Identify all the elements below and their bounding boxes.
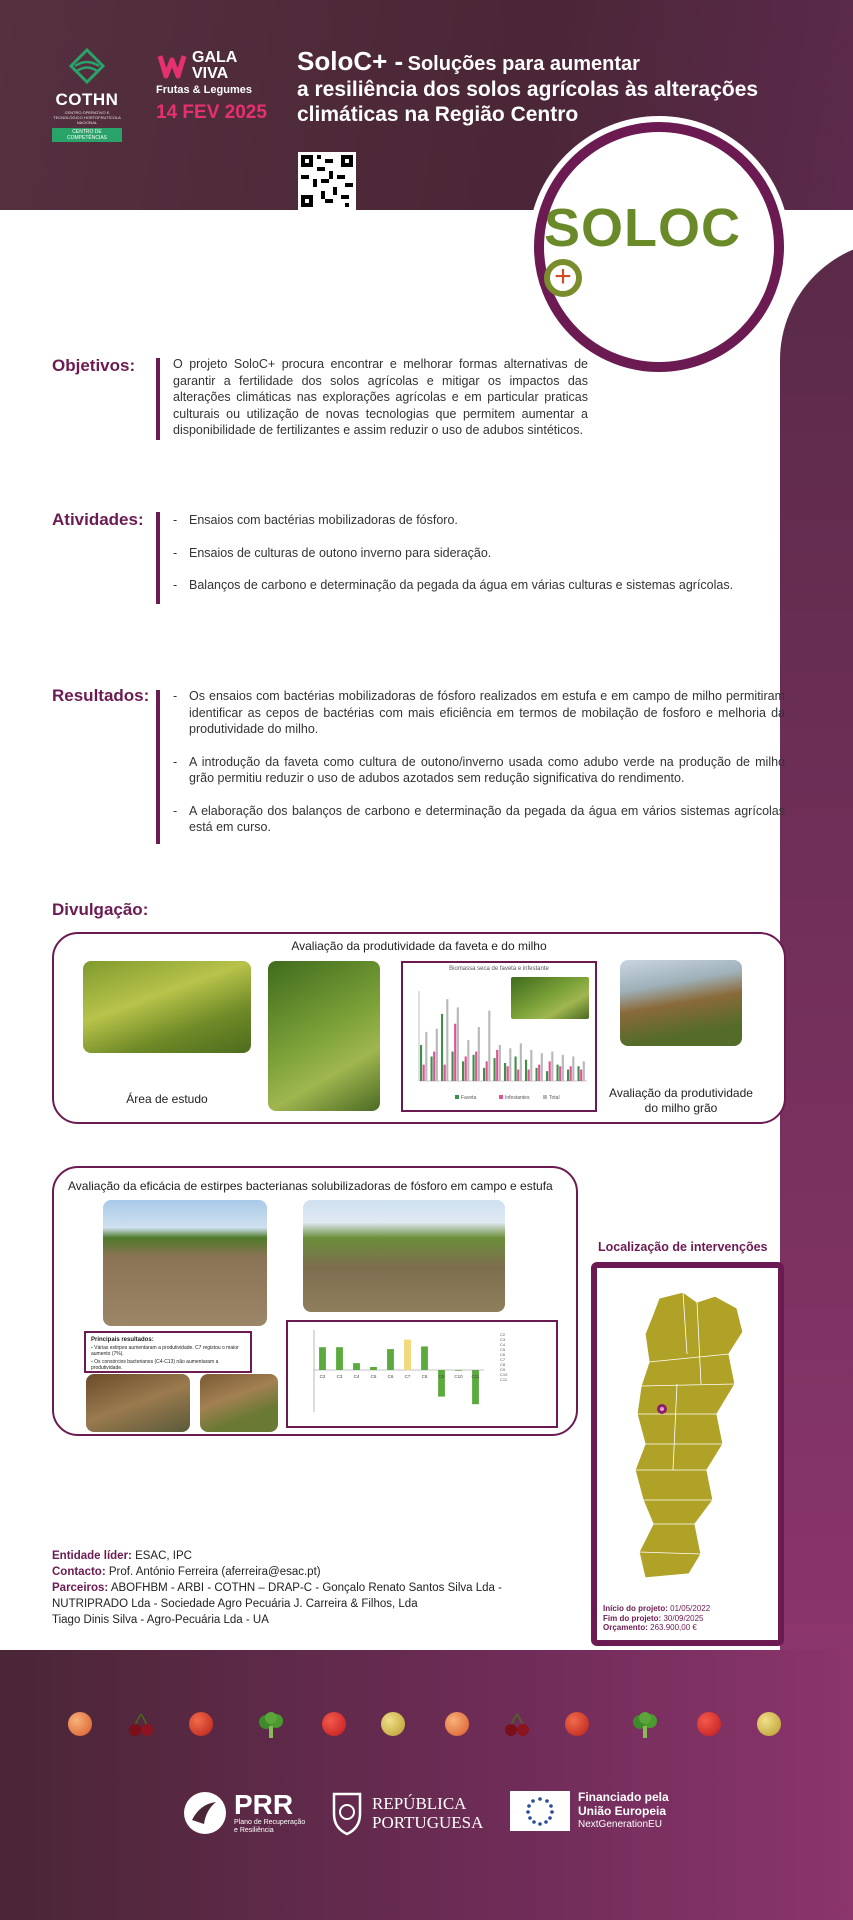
bar bbox=[559, 1066, 561, 1081]
legend-label: Faveta bbox=[461, 1095, 477, 1101]
bar bbox=[509, 1048, 511, 1081]
title-line3: climáticas na Região Centro bbox=[297, 103, 579, 126]
estirpes-plot bbox=[288, 1322, 556, 1426]
pear-icon bbox=[757, 1712, 781, 1736]
bar bbox=[475, 1052, 477, 1081]
cothn-name: COTHN bbox=[55, 90, 119, 109]
map-panel bbox=[591, 1262, 784, 1646]
estirpes-chart bbox=[286, 1320, 558, 1428]
bar bbox=[478, 1027, 480, 1081]
panel-title: Avaliação da eficácia de estirpes bacterianas solubilizadoras de fósforo em campo e estufa bbox=[68, 1179, 553, 1193]
panel-produtividade bbox=[52, 932, 786, 1124]
team-photo bbox=[303, 1200, 505, 1312]
legend-swatch bbox=[543, 1095, 547, 1099]
title-line2: a resiliência dos solos agrícolas às alterações bbox=[297, 78, 759, 101]
bar bbox=[444, 1065, 446, 1081]
gala-line1: GALA bbox=[192, 49, 238, 66]
legend-label: C10 bbox=[500, 1372, 508, 1377]
poster-title bbox=[297, 46, 817, 127]
bar bbox=[452, 1052, 454, 1081]
results-box bbox=[84, 1331, 252, 1373]
legend-label: C2 bbox=[500, 1332, 506, 1337]
title-main: SoloC+ - bbox=[297, 46, 404, 76]
event-date: 14 FEV 2025 bbox=[156, 102, 267, 123]
bar bbox=[336, 1347, 343, 1370]
bar bbox=[530, 1050, 532, 1081]
fim-label: Fim do projeto: bbox=[603, 1613, 662, 1623]
entidade-label: Entidade líder: bbox=[52, 1550, 132, 1562]
bar bbox=[436, 1029, 438, 1081]
resultados-list bbox=[173, 688, 785, 836]
legend-swatch bbox=[455, 1095, 459, 1099]
tick-label: C10 bbox=[454, 1374, 463, 1379]
bar bbox=[567, 1070, 569, 1081]
bar bbox=[499, 1045, 501, 1081]
bar bbox=[549, 1061, 551, 1081]
bar bbox=[515, 1056, 517, 1081]
tick-label: C9 bbox=[438, 1374, 445, 1379]
bar bbox=[319, 1347, 326, 1370]
republica-line1: REPÚBLICA bbox=[372, 1794, 467, 1813]
faveta-photo bbox=[268, 961, 380, 1111]
bar bbox=[494, 1058, 496, 1081]
footer-background bbox=[0, 1650, 853, 1920]
bar bbox=[404, 1340, 411, 1370]
bar bbox=[483, 1068, 485, 1081]
eu-line3: NextGenerationEU bbox=[578, 1819, 662, 1830]
bar bbox=[421, 1346, 428, 1370]
bar bbox=[467, 1040, 469, 1081]
republica-line2: PORTUGUESA bbox=[372, 1813, 484, 1832]
tomato-icon bbox=[565, 1712, 589, 1736]
tick-label: C4 bbox=[353, 1374, 360, 1379]
bar bbox=[423, 1065, 425, 1081]
biomassa-inset-photo bbox=[511, 977, 589, 1019]
cothn-tag: CENTRO DE COMPETÊNCIAS bbox=[52, 128, 122, 142]
objetivos-text: O projeto SoloC+ procura encontrar e melhorar formas alternativas de garantir a fertilidade dos solos agrícolas e mitigar os impactos das alterações climáticas nas explorações agrícolas e em particular praticas culturais ou utilização de novas tecnologias que permitem aumentar a disponibilidade de fertilizantes e assim reduzir o uso de adubos sintéticos. bbox=[173, 357, 588, 437]
location-marker-icon bbox=[655, 1402, 669, 1416]
pear-icon bbox=[381, 1712, 405, 1736]
bar bbox=[572, 1056, 574, 1081]
maize-plants-photo bbox=[200, 1374, 278, 1432]
portugal-map bbox=[597, 1274, 778, 1604]
legend-label: C3 bbox=[500, 1337, 506, 1342]
list-item: - A elaboração dos balanços de carbono e determinação da pegada da água em vários sistemas agrícolas está em curso. bbox=[173, 803, 785, 836]
atividades-bar bbox=[156, 512, 160, 604]
plus-icon: + bbox=[544, 259, 582, 297]
parceiros-line2: NUTRIPRADO Lda - Sociedade Agro Pecuária J. Carreira & Filhos, Lda bbox=[52, 1598, 418, 1610]
prr-icon bbox=[182, 1790, 228, 1836]
bar bbox=[486, 1061, 488, 1081]
bar bbox=[353, 1363, 360, 1370]
objetivos-bar bbox=[156, 358, 160, 440]
bar bbox=[431, 1056, 433, 1081]
bar bbox=[538, 1065, 540, 1081]
bar bbox=[570, 1066, 572, 1081]
list-item: - Os ensaios com bactérias mobilizadoras de fósforo realizados em estufa e em campo de milho permitiram identificar as cepos de bactérias com mais eficiência em termos de mobilação de fosforo e melhoria da produtividade do milho. bbox=[173, 688, 785, 738]
orcamento-label: Orçamento: bbox=[603, 1623, 648, 1632]
list-item: - Ensaios com bactérias mobilizadoras de fósforo. bbox=[173, 512, 773, 529]
inicio-value: 01/05/2022 bbox=[670, 1604, 711, 1613]
eu-flag-icon bbox=[510, 1791, 570, 1831]
bar bbox=[496, 1050, 498, 1081]
cherries-icon bbox=[126, 1712, 156, 1736]
bar bbox=[370, 1367, 377, 1370]
tick-label: C5 bbox=[370, 1374, 377, 1379]
parceiros-label: Parceiros: bbox=[52, 1582, 109, 1594]
soloc-logo bbox=[534, 122, 784, 372]
orcamento-value: 263.900,00 € bbox=[650, 1623, 697, 1632]
tick-label: C8 bbox=[421, 1374, 428, 1379]
eu-logo bbox=[510, 1790, 669, 1831]
gala-viva-logo bbox=[156, 50, 268, 124]
gala-line2: VIVA bbox=[192, 65, 229, 82]
bar bbox=[455, 1370, 462, 1371]
tomato-icon bbox=[189, 1712, 213, 1736]
legend-label: C4 bbox=[500, 1342, 506, 1347]
bar bbox=[420, 1045, 422, 1081]
greenhouse-bags-photo bbox=[86, 1374, 190, 1432]
bar bbox=[551, 1052, 553, 1081]
bar bbox=[462, 1061, 464, 1081]
list-item: - Ensaios de culturas de outono inverno para sideração. bbox=[173, 545, 773, 562]
bar bbox=[578, 1066, 580, 1081]
legend-label: C8 bbox=[500, 1362, 506, 1367]
bar bbox=[425, 1032, 427, 1081]
tick-label: C7 bbox=[404, 1374, 411, 1379]
biomassa-chart bbox=[401, 961, 597, 1112]
strawberry-icon bbox=[697, 1712, 721, 1736]
cothn-mark-icon bbox=[67, 48, 107, 86]
atividades-list bbox=[173, 512, 773, 594]
fim-value: 30/09/2025 bbox=[663, 1613, 704, 1623]
bar bbox=[580, 1070, 582, 1081]
bar bbox=[528, 1070, 530, 1081]
republica-logo bbox=[330, 1790, 483, 1836]
tick-label: C3 bbox=[336, 1374, 343, 1379]
peach-icon bbox=[68, 1712, 92, 1736]
project-info bbox=[603, 1604, 710, 1633]
inicio-label: Início do projeto: bbox=[603, 1604, 668, 1613]
bar bbox=[557, 1065, 559, 1081]
tick-label: C2 bbox=[319, 1374, 326, 1379]
objetivos-label: Objetivos: bbox=[52, 356, 136, 375]
bar bbox=[520, 1043, 522, 1081]
bar bbox=[457, 1007, 459, 1081]
panel-estirpes bbox=[52, 1166, 578, 1436]
aerial-field-photo bbox=[83, 961, 251, 1053]
soloc-logo-text: SOLOC bbox=[544, 198, 742, 258]
bar bbox=[504, 1063, 506, 1081]
republica-emblem-icon bbox=[330, 1790, 364, 1836]
prr-sub2: e Resiliência bbox=[234, 1827, 274, 1834]
resultados-bar bbox=[156, 690, 160, 844]
peach-icon bbox=[445, 1712, 469, 1736]
broccoli-icon bbox=[630, 1712, 660, 1736]
panel-title: Avaliação da produtividade da faveta e do milho bbox=[291, 939, 547, 953]
caption-milho-line2: do milho grão bbox=[644, 1101, 718, 1115]
legend-label: C6 bbox=[500, 1352, 506, 1357]
legend-label: C9 bbox=[500, 1367, 506, 1372]
results-item: ▪ Várias estirpes aumentaram a produtividade. C7 registou o maior aumento (7%). bbox=[91, 1345, 245, 1357]
list-item: - Balanços de carbono e determinação da pegada da água em várias culturas e sistemas agrícolas. bbox=[173, 577, 773, 594]
bar bbox=[465, 1056, 467, 1081]
broccoli-icon bbox=[256, 1712, 286, 1736]
resultados-label: Resultados: bbox=[52, 686, 150, 705]
parceiros-line3: Tiago Dinis Silva - Agro-Pecuária Lda - UA bbox=[52, 1614, 269, 1626]
list-item: - A introdução da faveta como cultura de outono/inverno usada como adubo verde na produção de milho grão permitiu reduzir o uso de adubos azotados sem redução significativa do rendimento. bbox=[173, 754, 785, 787]
bar bbox=[525, 1060, 527, 1081]
bar bbox=[433, 1052, 435, 1081]
cherries-icon bbox=[502, 1712, 532, 1736]
bar bbox=[546, 1071, 548, 1081]
bar bbox=[446, 999, 448, 1081]
bar bbox=[562, 1055, 564, 1081]
contacto-label: Contacto: bbox=[52, 1566, 106, 1578]
legend-swatch bbox=[499, 1095, 503, 1099]
chart-title: Biomassa seca de faveta e infestante bbox=[449, 966, 549, 972]
legend-label: C11 bbox=[500, 1377, 508, 1382]
eu-line1: Financiado pela bbox=[578, 1790, 669, 1804]
results-item: ▪ Os consórcios bacterianos (C4-C13) não aumentaram a produtividade. bbox=[91, 1359, 245, 1371]
qr-code[interactable] bbox=[298, 152, 356, 210]
bar bbox=[583, 1061, 585, 1081]
title-sub: Soluções para aumentar bbox=[407, 53, 640, 75]
prr-sub1: Plano de Recuperação bbox=[234, 1819, 306, 1826]
caption-area-estudo: Área de estudo bbox=[126, 1092, 208, 1106]
legend-label: Total bbox=[549, 1095, 560, 1101]
bar bbox=[473, 1055, 475, 1081]
caption-milho-line1: Avaliação da produtividade bbox=[609, 1086, 753, 1100]
cothn-logo bbox=[52, 48, 122, 142]
bar bbox=[441, 1014, 443, 1081]
atividades-label: Atividades: bbox=[52, 510, 144, 529]
legend-label: Infestantes bbox=[505, 1095, 530, 1101]
cothn-subtitle: CENTRO OPERATIVO E TECNOLÓGICO HORTOFRUTÍCOLA NACIONAL bbox=[53, 110, 121, 125]
bar bbox=[387, 1349, 394, 1370]
localizacao-title: Localização de intervenções bbox=[598, 1240, 768, 1254]
contacto-value[interactable]: Prof. António Ferreira (aferreira@esac.pt) bbox=[108, 1566, 321, 1578]
bar bbox=[507, 1066, 509, 1081]
bar bbox=[517, 1070, 519, 1081]
gala-frutas: Frutas & Legumes bbox=[156, 84, 252, 96]
bar bbox=[488, 1011, 490, 1081]
caption-milho bbox=[606, 1086, 756, 1116]
legend-label: C7 bbox=[500, 1357, 506, 1362]
bar bbox=[536, 1068, 538, 1081]
entidade-value: ESAC, IPC bbox=[135, 1550, 192, 1562]
legend-label: C5 bbox=[500, 1347, 506, 1352]
prr-logo bbox=[182, 1790, 305, 1836]
field-trial-photo bbox=[103, 1200, 267, 1326]
tick-label: C6 bbox=[387, 1374, 394, 1379]
footer-info bbox=[52, 1548, 572, 1628]
prr-name: PRR bbox=[234, 1789, 294, 1820]
bar bbox=[454, 1024, 456, 1081]
parceiros-line1: ABOFHBM - ARBI - COTHN – DRAP-C - Gonçalo Renato Santos Silva Lda - bbox=[110, 1582, 502, 1594]
results-title: Principais resultados: bbox=[91, 1337, 154, 1343]
divulgacao-label: Divulgação: bbox=[52, 900, 149, 919]
side-wave bbox=[780, 240, 853, 1670]
bar bbox=[541, 1053, 543, 1081]
gala-heart-icon bbox=[156, 50, 188, 82]
eu-line2: União Europeia bbox=[578, 1804, 667, 1818]
harvest-photo bbox=[620, 960, 742, 1046]
strawberry-icon bbox=[322, 1712, 346, 1736]
tick-label: C11 bbox=[471, 1374, 480, 1379]
